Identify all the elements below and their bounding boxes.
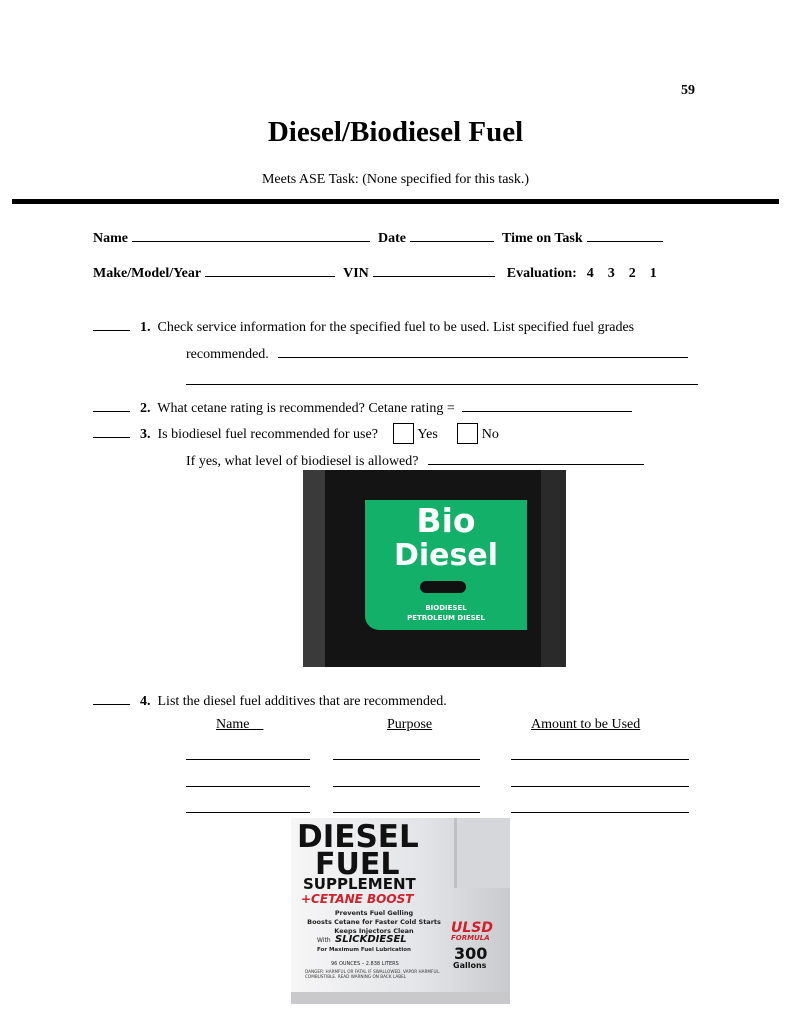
evaluation-score-3[interactable]: 3 <box>607 266 615 281</box>
task-2-text: What cetane rating is recommended? Cetane rating = <box>157 401 455 416</box>
task-3-followup-row <box>186 450 644 470</box>
task-1-continuation: recommended. <box>186 347 269 362</box>
evaluation-score-4[interactable]: 4 <box>586 266 594 281</box>
vin-label: VIN <box>343 266 369 281</box>
fuel-grades-field-1[interactable] <box>278 343 688 358</box>
task-3-text: Is biodiesel fuel recommended for use? <box>157 427 378 442</box>
time-on-task-field[interactable] <box>587 227 663 242</box>
treats-unit: Gallons <box>453 961 487 970</box>
fuel-supplement-photo <box>291 818 510 1004</box>
task-4-number: 4. <box>140 694 151 709</box>
pump-right-edge <box>541 470 566 667</box>
task-1-check-blank[interactable] <box>93 316 130 331</box>
formula-text: FORMULA <box>451 934 490 942</box>
nozzle-slot <box>420 581 466 593</box>
additive-purpose-field-2[interactable] <box>333 786 480 787</box>
name-label: Name <box>93 231 128 246</box>
task-2 <box>93 397 632 417</box>
date-field[interactable] <box>410 227 494 242</box>
biodiesel-level-field[interactable] <box>428 450 644 465</box>
ulsd-text: ULSD <box>451 920 493 936</box>
additive-amount-field-1[interactable] <box>511 759 689 760</box>
evaluation-score-1[interactable]: 1 <box>649 266 657 281</box>
additive-name-field-3[interactable] <box>186 812 310 813</box>
page-number: 59 <box>681 83 695 98</box>
task-4-text: List the diesel fuel additives that are recommended. <box>157 694 447 709</box>
bio-diesel-green-panel <box>365 500 527 630</box>
volume-text: 96 OUNCES – 2.838 LITERS <box>331 961 399 967</box>
bullet-3: Keeps Injectors Clean <box>334 927 414 935</box>
bio-text: Bio <box>416 501 476 540</box>
task-1 <box>93 316 634 336</box>
task-3 <box>93 423 499 444</box>
yes-checkbox[interactable] <box>393 423 414 444</box>
additive-amount-field-3[interactable] <box>511 812 689 813</box>
no-checkbox[interactable] <box>457 423 478 444</box>
additive-purpose-field-1[interactable] <box>333 759 480 760</box>
lubrication-text: For Maximum Fuel Lubrication <box>317 947 411 953</box>
task-2-number: 2. <box>140 401 151 416</box>
task-3-check-blank[interactable] <box>93 423 130 438</box>
treats-number: 300 <box>454 944 488 963</box>
bullet-2: Boosts Cetane for Faster Cold Starts <box>307 918 441 926</box>
pump-side-edge <box>303 470 325 667</box>
task-4-check-blank[interactable] <box>93 690 130 705</box>
petroleum-diesel-small-text: PETROLEUM DIESEL <box>407 614 485 622</box>
additive-name-field-2[interactable] <box>186 786 310 787</box>
additive-purpose-field-3[interactable] <box>333 812 480 813</box>
biodiesel-pump-photo <box>303 470 566 667</box>
evaluation-label: Evaluation: <box>506 266 577 281</box>
page-title: Diesel/Biodiesel Fuel <box>267 116 524 148</box>
task-1-text: Check service information for the specified fuel to be used. List specified fuel grades <box>157 320 635 335</box>
evaluation-score-2[interactable]: 2 <box>628 266 636 281</box>
header-row-1 <box>93 227 671 247</box>
name-field[interactable] <box>132 227 370 242</box>
slick-diesel-logo: SLICKDIESEL <box>335 934 407 945</box>
supplement-bullets <box>299 909 449 936</box>
diesel-brand-text: DIESEL <box>297 819 419 855</box>
header-row-2 <box>93 262 657 282</box>
column-header-name: Name <box>216 717 250 732</box>
date-label: Date <box>378 231 406 246</box>
danger-text: DANGER: HARMFUL OR FATAL IF SWALLOWED. VAPOR HARMFUL. COMBUSTIBLE. READ WARNING ON BACK LABEL <box>305 969 441 979</box>
with-label: With <box>317 937 331 944</box>
additive-name-field-1[interactable] <box>186 759 310 760</box>
column-header-purpose: Purpose <box>387 717 433 732</box>
task-1-number: 1. <box>140 320 151 335</box>
task-2-check-blank[interactable] <box>93 397 130 412</box>
bullet-1: Prevents Fuel Gelling <box>334 909 414 917</box>
cetane-boost-text: +CETANE BOOST <box>301 892 414 906</box>
task-3-followup: If yes, what level of biodiesel is allowed? <box>186 454 419 469</box>
yes-label: Yes <box>417 427 438 442</box>
vin-field[interactable] <box>373 262 495 277</box>
column-header-amount: Amount to be Used <box>531 717 641 732</box>
time-on-task-label: Time on Task <box>502 231 583 246</box>
task-3-number: 3. <box>140 427 151 442</box>
additive-amount-field-2[interactable] <box>511 786 689 787</box>
supplement-brand-text: SUPPLEMENT <box>303 875 416 893</box>
fuel-brand-text: FUEL <box>315 847 400 882</box>
header-divider <box>12 199 779 204</box>
bottle-base <box>291 992 510 1004</box>
bottle-handle <box>454 818 510 888</box>
fuel-grades-field-2[interactable] <box>186 384 698 385</box>
diesel-text: Diesel <box>393 538 499 573</box>
biodiesel-small-text: BIODIESEL <box>425 604 467 612</box>
no-label: No <box>481 427 499 442</box>
make-model-year-label: Make/Model/Year <box>93 266 202 281</box>
ase-task-subtitle: Meets ASE Task: (None specified for this task.) <box>261 172 530 187</box>
task-4 <box>93 690 447 710</box>
cetane-rating-field[interactable] <box>462 397 632 412</box>
task-1-continuation-row <box>186 343 688 363</box>
make-model-year-field[interactable] <box>205 262 335 277</box>
